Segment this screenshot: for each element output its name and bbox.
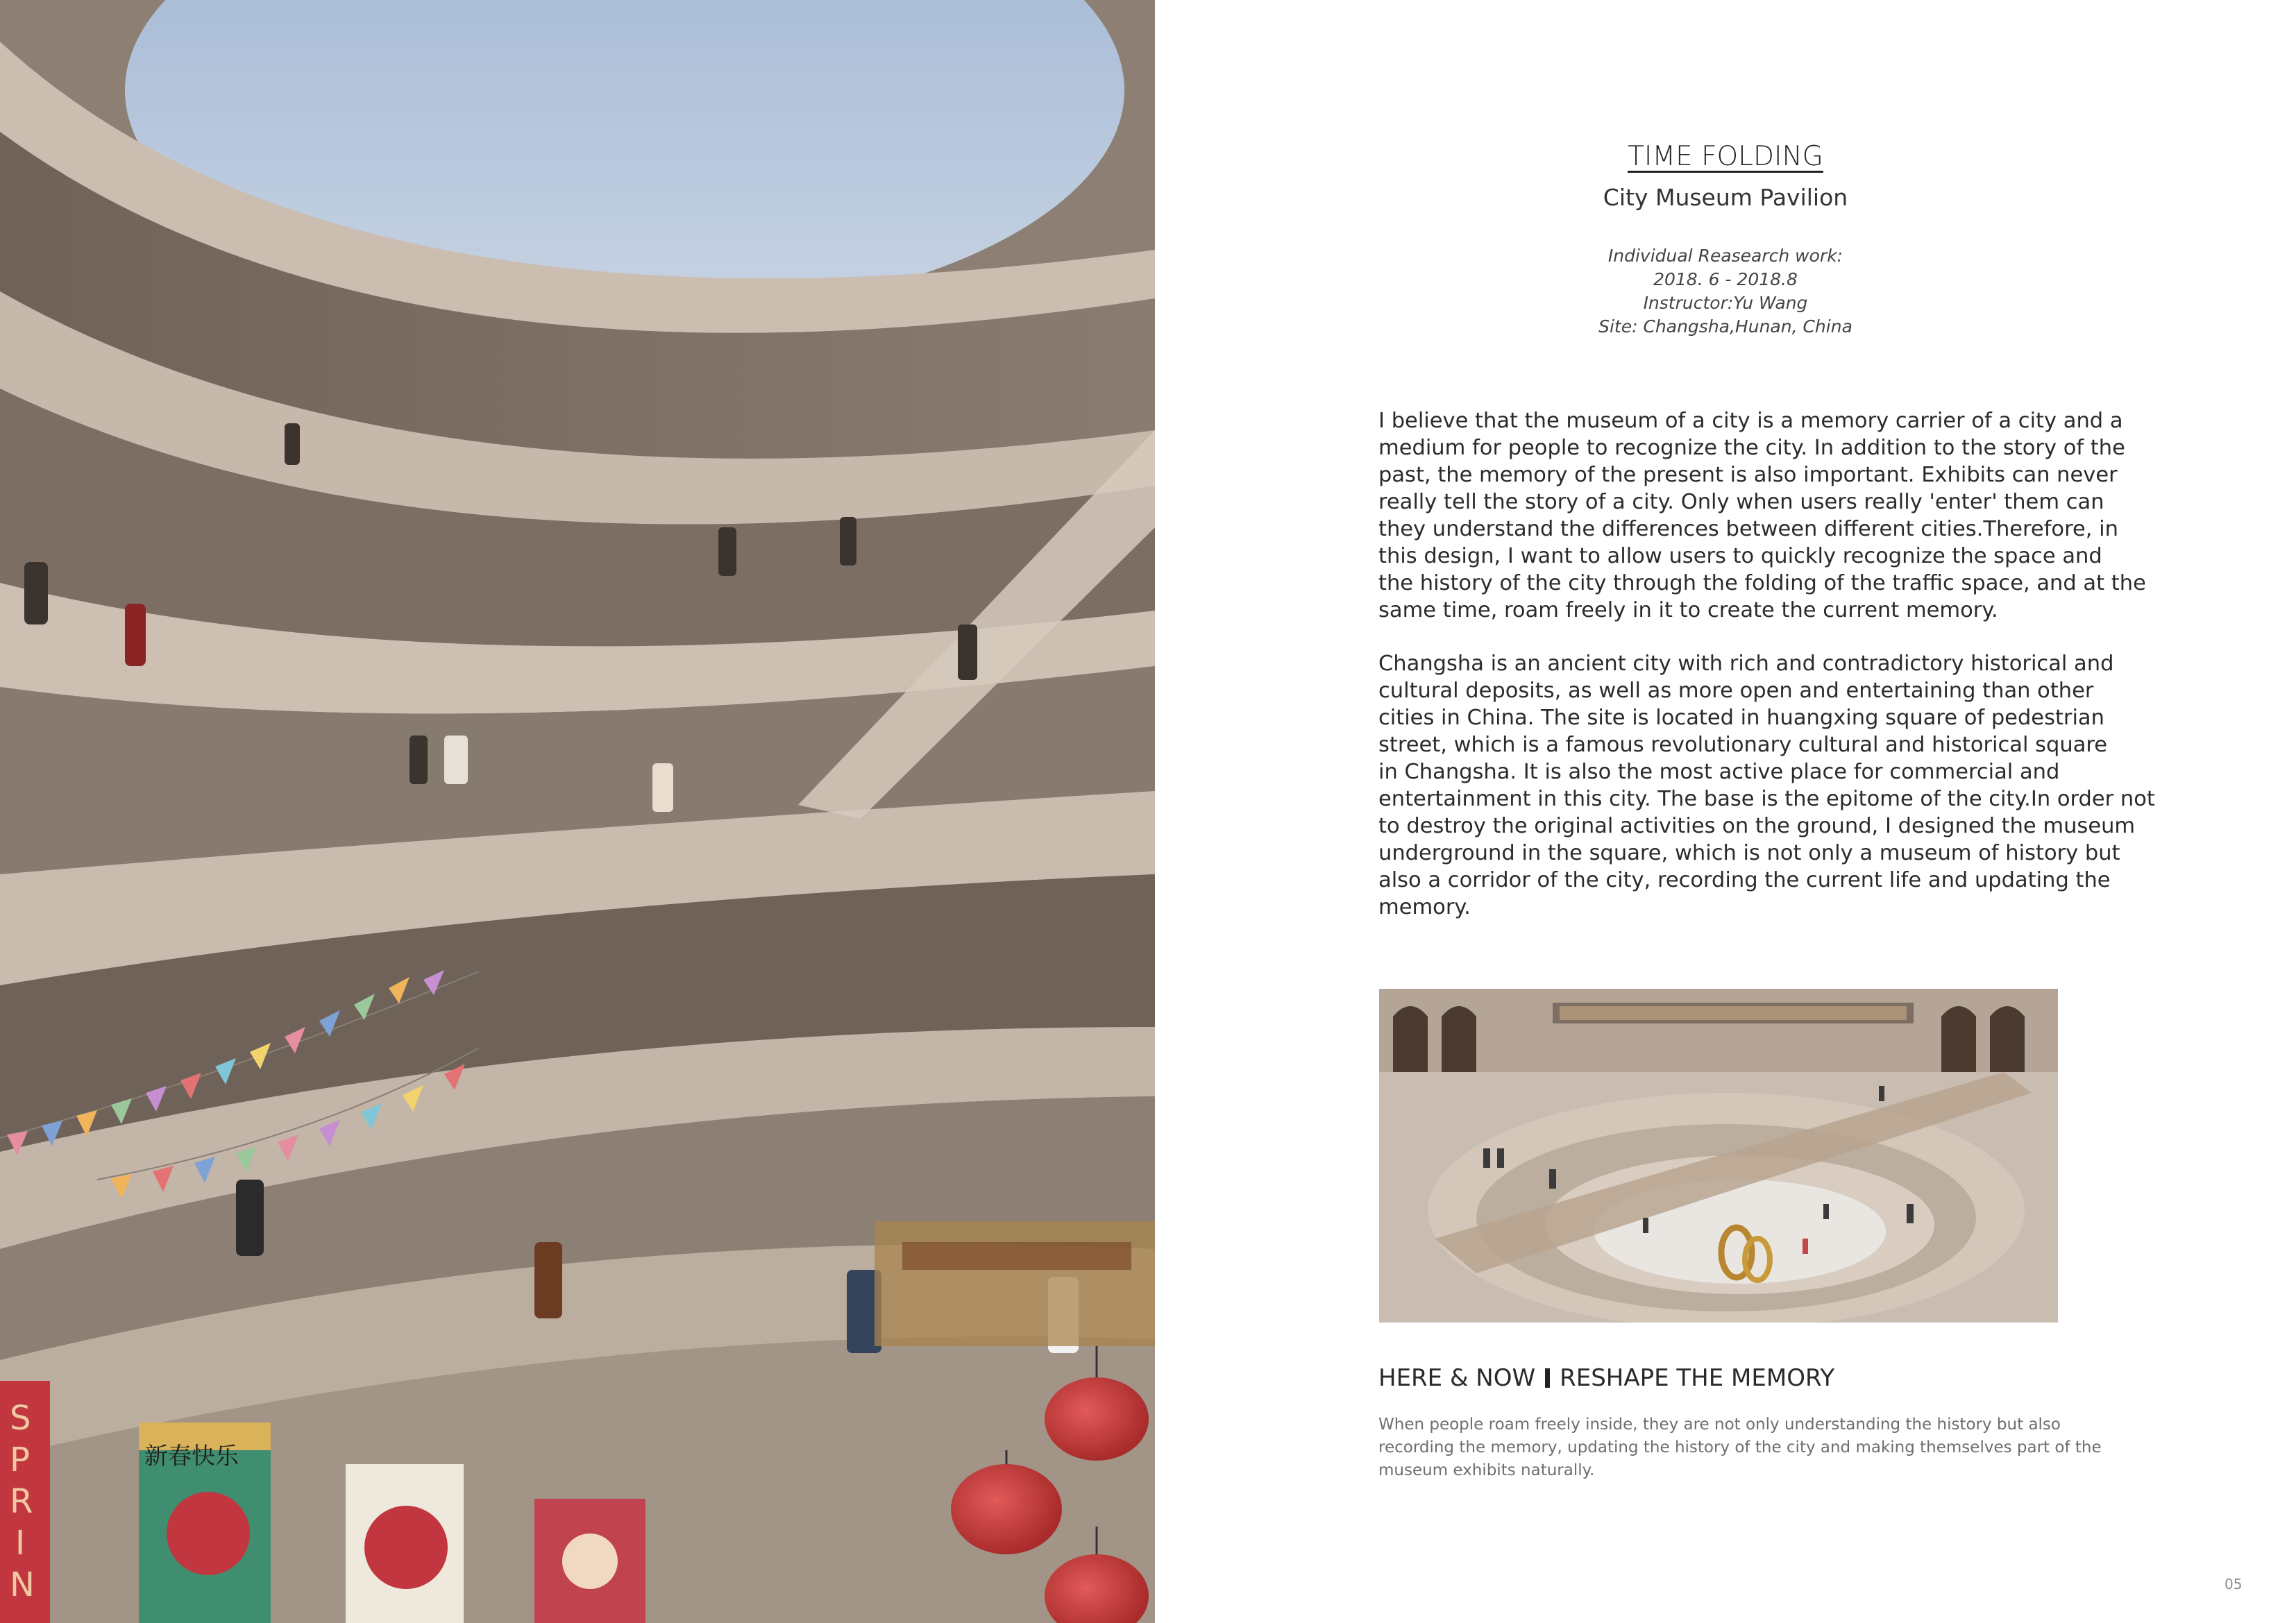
caption-heading-right: RESHAPE THE MEMORY (1560, 1364, 1835, 1392)
text-line: cultural deposits, as well as more open and entertaining than other (1378, 679, 2094, 703)
text-line: this design, I want to allow users to quickly recognize the space and (1378, 544, 2102, 568)
text-line: street, which is a famous revolutionary cultural and historical square (1378, 733, 2108, 757)
text-line: same time, roam freely in it to create the current memory. (1378, 598, 1998, 622)
caption-text (1378, 1413, 2102, 1482)
caption-heading-left: HERE & NOW (1378, 1364, 1536, 1392)
museum-interior-render (1379, 989, 2058, 1323)
divider-bar (1545, 1368, 1550, 1388)
meta-line: Site: Changsha,Hunan, China (1598, 316, 1852, 337)
project-subtitle: City Museum Pavilion (1603, 184, 1848, 211)
text-line: Changsha is an ancient city with rich and contradictory historical and (1378, 652, 2114, 676)
meta-line: 2018. 6 - 2018.8 (1653, 269, 1798, 289)
text-line: cities in China. The site is located in huangxing square of pedestrian (1378, 706, 2104, 730)
poster-spring-s: S (10, 1399, 31, 1438)
text-line: really tell the story of a city. Only when users really 'enter' them can (1378, 490, 2104, 514)
meta-line: Instructor:Yu Wang (1643, 293, 1808, 313)
text-line: the history of the city through the folding of the traffic space, and at the (1378, 571, 2146, 595)
text-line: entertainment in this city. The base is the epitome of the city.In order not (1378, 787, 2155, 811)
text-line: they understand the differences between different cities.Therefore, in (1378, 517, 2118, 541)
svg-text:I: I (15, 1524, 26, 1563)
svg-text:R: R (10, 1482, 33, 1521)
svg-text:P: P (10, 1441, 30, 1479)
text-page (1155, 0, 2296, 1623)
text-line: underground in the square, which is not only a museum of history but (1378, 841, 2120, 865)
text-line: medium for people to recognize the city. In addition to the story of the (1378, 436, 2125, 460)
text-line: past, the memory of the present is also important. Exhibits can never (1378, 463, 2118, 487)
caption-line: recording the memory, updating the history of the city and making themselves part of the (1378, 1438, 2102, 1456)
text-line: to destroy the original activities on the ground, I designed the museum (1378, 814, 2136, 838)
caption-heading (1378, 1364, 1834, 1392)
poster-new-year-text: 新春快乐 (144, 1443, 239, 1470)
text-line: I believe that the museum of a city is a memory carrier of a city and a (1378, 409, 2123, 433)
page-number: 05 (2225, 1576, 2243, 1592)
interior-illustration (1379, 989, 2058, 1323)
text-line: also a corridor of the city, recording the current life and updating the (1378, 868, 2111, 892)
text-line: in Changsha. It is also the most active place for commercial and (1378, 760, 2060, 784)
body-paragraph-1 (1378, 407, 2146, 624)
text-line: memory. (1378, 895, 1471, 919)
body-paragraph-2 (1378, 650, 2155, 921)
meta-line: Individual Reasearch work: (1607, 246, 1843, 266)
caption-line: When people roam freely inside, they are not only understanding the history but also (1378, 1416, 2061, 1434)
svg-text:N: N (10, 1565, 35, 1604)
caption-line: museum exhibits naturally. (1378, 1461, 1595, 1479)
project-meta (1155, 244, 2296, 339)
project-title: TIME FOLDING (1628, 141, 1823, 172)
